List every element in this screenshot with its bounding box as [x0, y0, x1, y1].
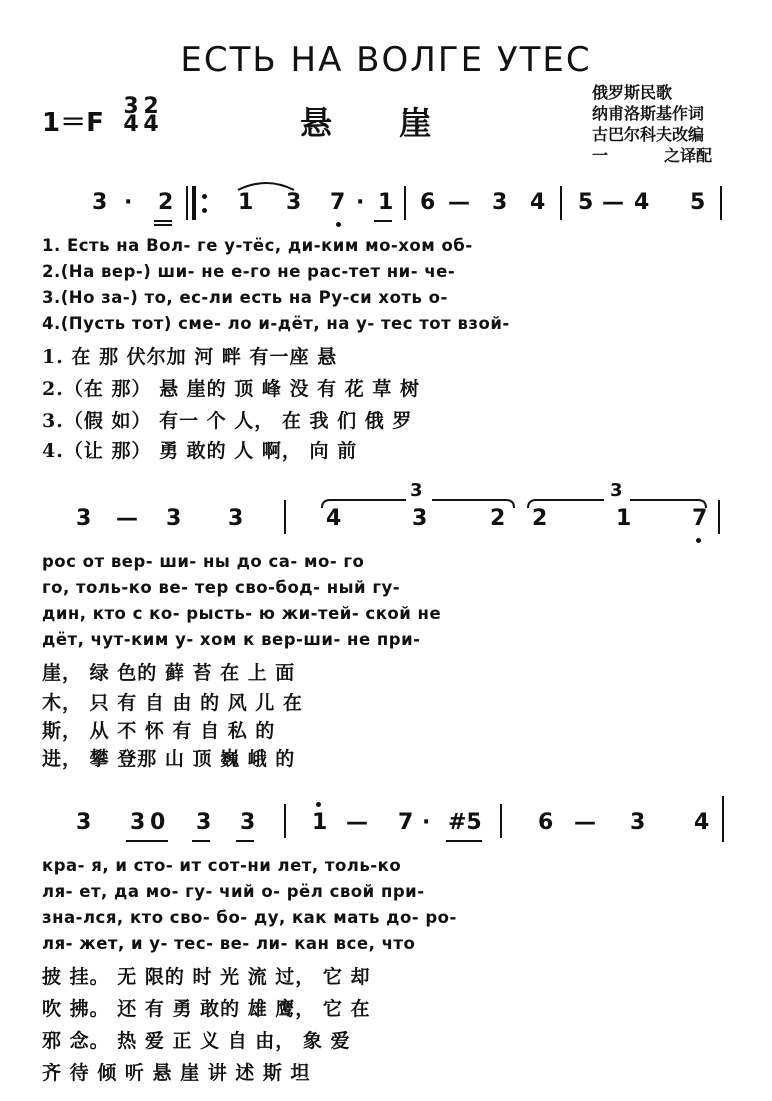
repeat-dot [202, 208, 207, 213]
repeat-dot [202, 194, 207, 199]
note: 3 [228, 506, 244, 531]
note: 3 [240, 810, 256, 835]
lyric-ru-2: го, толь-ко ве- тер сво-бод- ный гу- [42, 578, 401, 597]
dash: — [602, 190, 624, 215]
lyric-cn-4: 4.（让 那） 勇 敢的 人 啊， 向 前 [42, 440, 358, 462]
lyric-ru-4: 4.(Пусть тот) сме- ло и-дёт, на у- тес тот взой- [42, 314, 510, 333]
note: 6 [420, 190, 436, 215]
barline [720, 186, 722, 220]
lyric-cn-1: 1. 在 那 伏尔加 河 畔 有一座 悬 [42, 346, 338, 368]
underline [446, 840, 482, 842]
staff-system-3 [0, 796, 772, 856]
barline [284, 804, 286, 838]
note: 4 [634, 190, 650, 215]
credit-line: 纳甫洛斯基作词 [592, 104, 705, 123]
note-dot: · [124, 190, 133, 215]
lyric-cn-1: 披 挂。 无 限的 时 光 流 过， 它 却 [42, 966, 371, 988]
triplet-number: 3 [410, 480, 423, 501]
note: 3 [130, 810, 146, 835]
lyric-ru-1: 1. Есть на Вол- ге у-тёс, ди-ким мо-хом об- [42, 236, 473, 255]
note: 2 [490, 506, 506, 531]
high-octave-dot [316, 802, 321, 807]
lyric-ru-1: кра- я, и сто- ит сот-ни лет, толь-ко [42, 856, 402, 875]
staff-system-1 [0, 180, 772, 240]
title-cn: 悬 崖 [300, 104, 460, 142]
note: 1 [616, 506, 632, 531]
note: 3 [412, 506, 428, 531]
dash: — [574, 810, 596, 835]
lyric-cn-2: 吹 拂。 还 有 勇 敢的 雄 鹰， 它 在 [42, 998, 371, 1020]
note: 7 [398, 810, 414, 835]
note: 2 [158, 190, 174, 215]
note: 5 [690, 190, 706, 215]
note: 1 [238, 190, 254, 215]
note: 3 [492, 190, 508, 215]
dash: — [346, 810, 368, 835]
lyric-ru-2: 2.(На вер-) ши- не е-го не рас-тет ни- че- [42, 262, 456, 281]
triplet-number: 3 [610, 480, 623, 501]
note-dot: · [422, 810, 431, 835]
lyric-cn-4: 齐 待 倾 听 悬 崖 讲 述 斯 坦 [42, 1062, 311, 1084]
barline [284, 500, 286, 534]
lyric-cn-3: 邪 念。 热 爱 正 义 自 由， 象 爱 [42, 1030, 351, 1052]
barline [722, 796, 724, 842]
staff-system-2 [0, 480, 772, 546]
lyric-ru-1: рос от вер- ши- ны до са- мо- го [42, 552, 365, 571]
lyric-cn-2: 木， 只 有 自 由 的 风 儿 在 [42, 692, 303, 714]
barline [500, 804, 502, 838]
note-sharp: #5 [448, 810, 482, 835]
underline [236, 840, 254, 842]
lyric-ru-3: зна-лся, кто сво- бо- ду, как мать до- ро- [42, 908, 457, 927]
note: 3 [630, 810, 646, 835]
dash: — [448, 190, 470, 215]
lyric-cn-2: 2.（在 那） 悬 崖的 顶 峰 没 有 花 草 树 [42, 378, 420, 400]
underline [374, 220, 392, 222]
credit-line: 古巴尔科夫改编 [592, 125, 705, 144]
lyric-ru-3: 3.(Но за-) то, ес-ли есть на Ру-си хоть о- [42, 288, 448, 307]
note-dot: · [356, 190, 365, 215]
note: 4 [326, 506, 342, 531]
note: 3 [286, 190, 302, 215]
time-signature-b: 2 4 [143, 94, 159, 137]
credit-line: 一 之译配 [592, 146, 713, 165]
low-octave-dot [336, 222, 341, 227]
barline [186, 186, 188, 220]
underline [154, 220, 172, 222]
credit-line: 俄罗斯民歌 [592, 83, 673, 102]
note: 3 [76, 810, 92, 835]
lyric-cn-3: 斯， 从 不 怀 有 自 私 的 [42, 720, 276, 742]
lyric-cn-4: 进， 攀 登那 山 顶 巍 峨 的 [42, 748, 296, 770]
underline [192, 840, 210, 842]
repeat-barline [192, 186, 196, 220]
key-signature: 1＝F [42, 108, 104, 138]
credits [592, 82, 752, 166]
lyric-ru-4: ля- жет, и у- тес- ве- ли- кан все, что [42, 934, 416, 953]
barline [404, 186, 406, 220]
lyric-ru-3: дин, кто с ко- рысть- ю жи-тей- ской не [42, 604, 442, 623]
note: 3 [166, 506, 182, 531]
lyric-cn-3: 3.（假 如） 有一 个 人， 在 我 们 俄 罗 [42, 410, 413, 432]
underline [126, 840, 168, 842]
note: 7 [692, 506, 708, 531]
low-octave-dot [696, 538, 701, 543]
note: 4 [694, 810, 710, 835]
note: 7 [330, 190, 346, 215]
title-ru: ЕСТЬ НА ВОЛГЕ УТЕС [180, 40, 592, 80]
note: 4 [530, 190, 546, 215]
note: 0 [150, 810, 166, 835]
note: 1 [312, 810, 328, 835]
note: 3 [76, 506, 92, 531]
note: 1 [378, 190, 394, 215]
underline [154, 224, 172, 226]
note: 6 [538, 810, 554, 835]
note: 5 [578, 190, 594, 215]
note: 3 [92, 190, 108, 215]
lyric-ru-4: дёт, чут-ким у- хом к вер-ши- не при- [42, 630, 421, 649]
note: 3 [196, 810, 212, 835]
lyric-ru-2: ля- ет, да мо- гу- чий о- рёл свой при- [42, 882, 425, 901]
time-signature-a: 3 4 [123, 94, 139, 137]
barline [718, 500, 720, 534]
lyric-cn-1: 崖， 绿 色的 藓 苔 在 上 面 [42, 662, 296, 684]
dash: — [116, 506, 138, 531]
barline [560, 186, 562, 220]
note: 2 [532, 506, 548, 531]
